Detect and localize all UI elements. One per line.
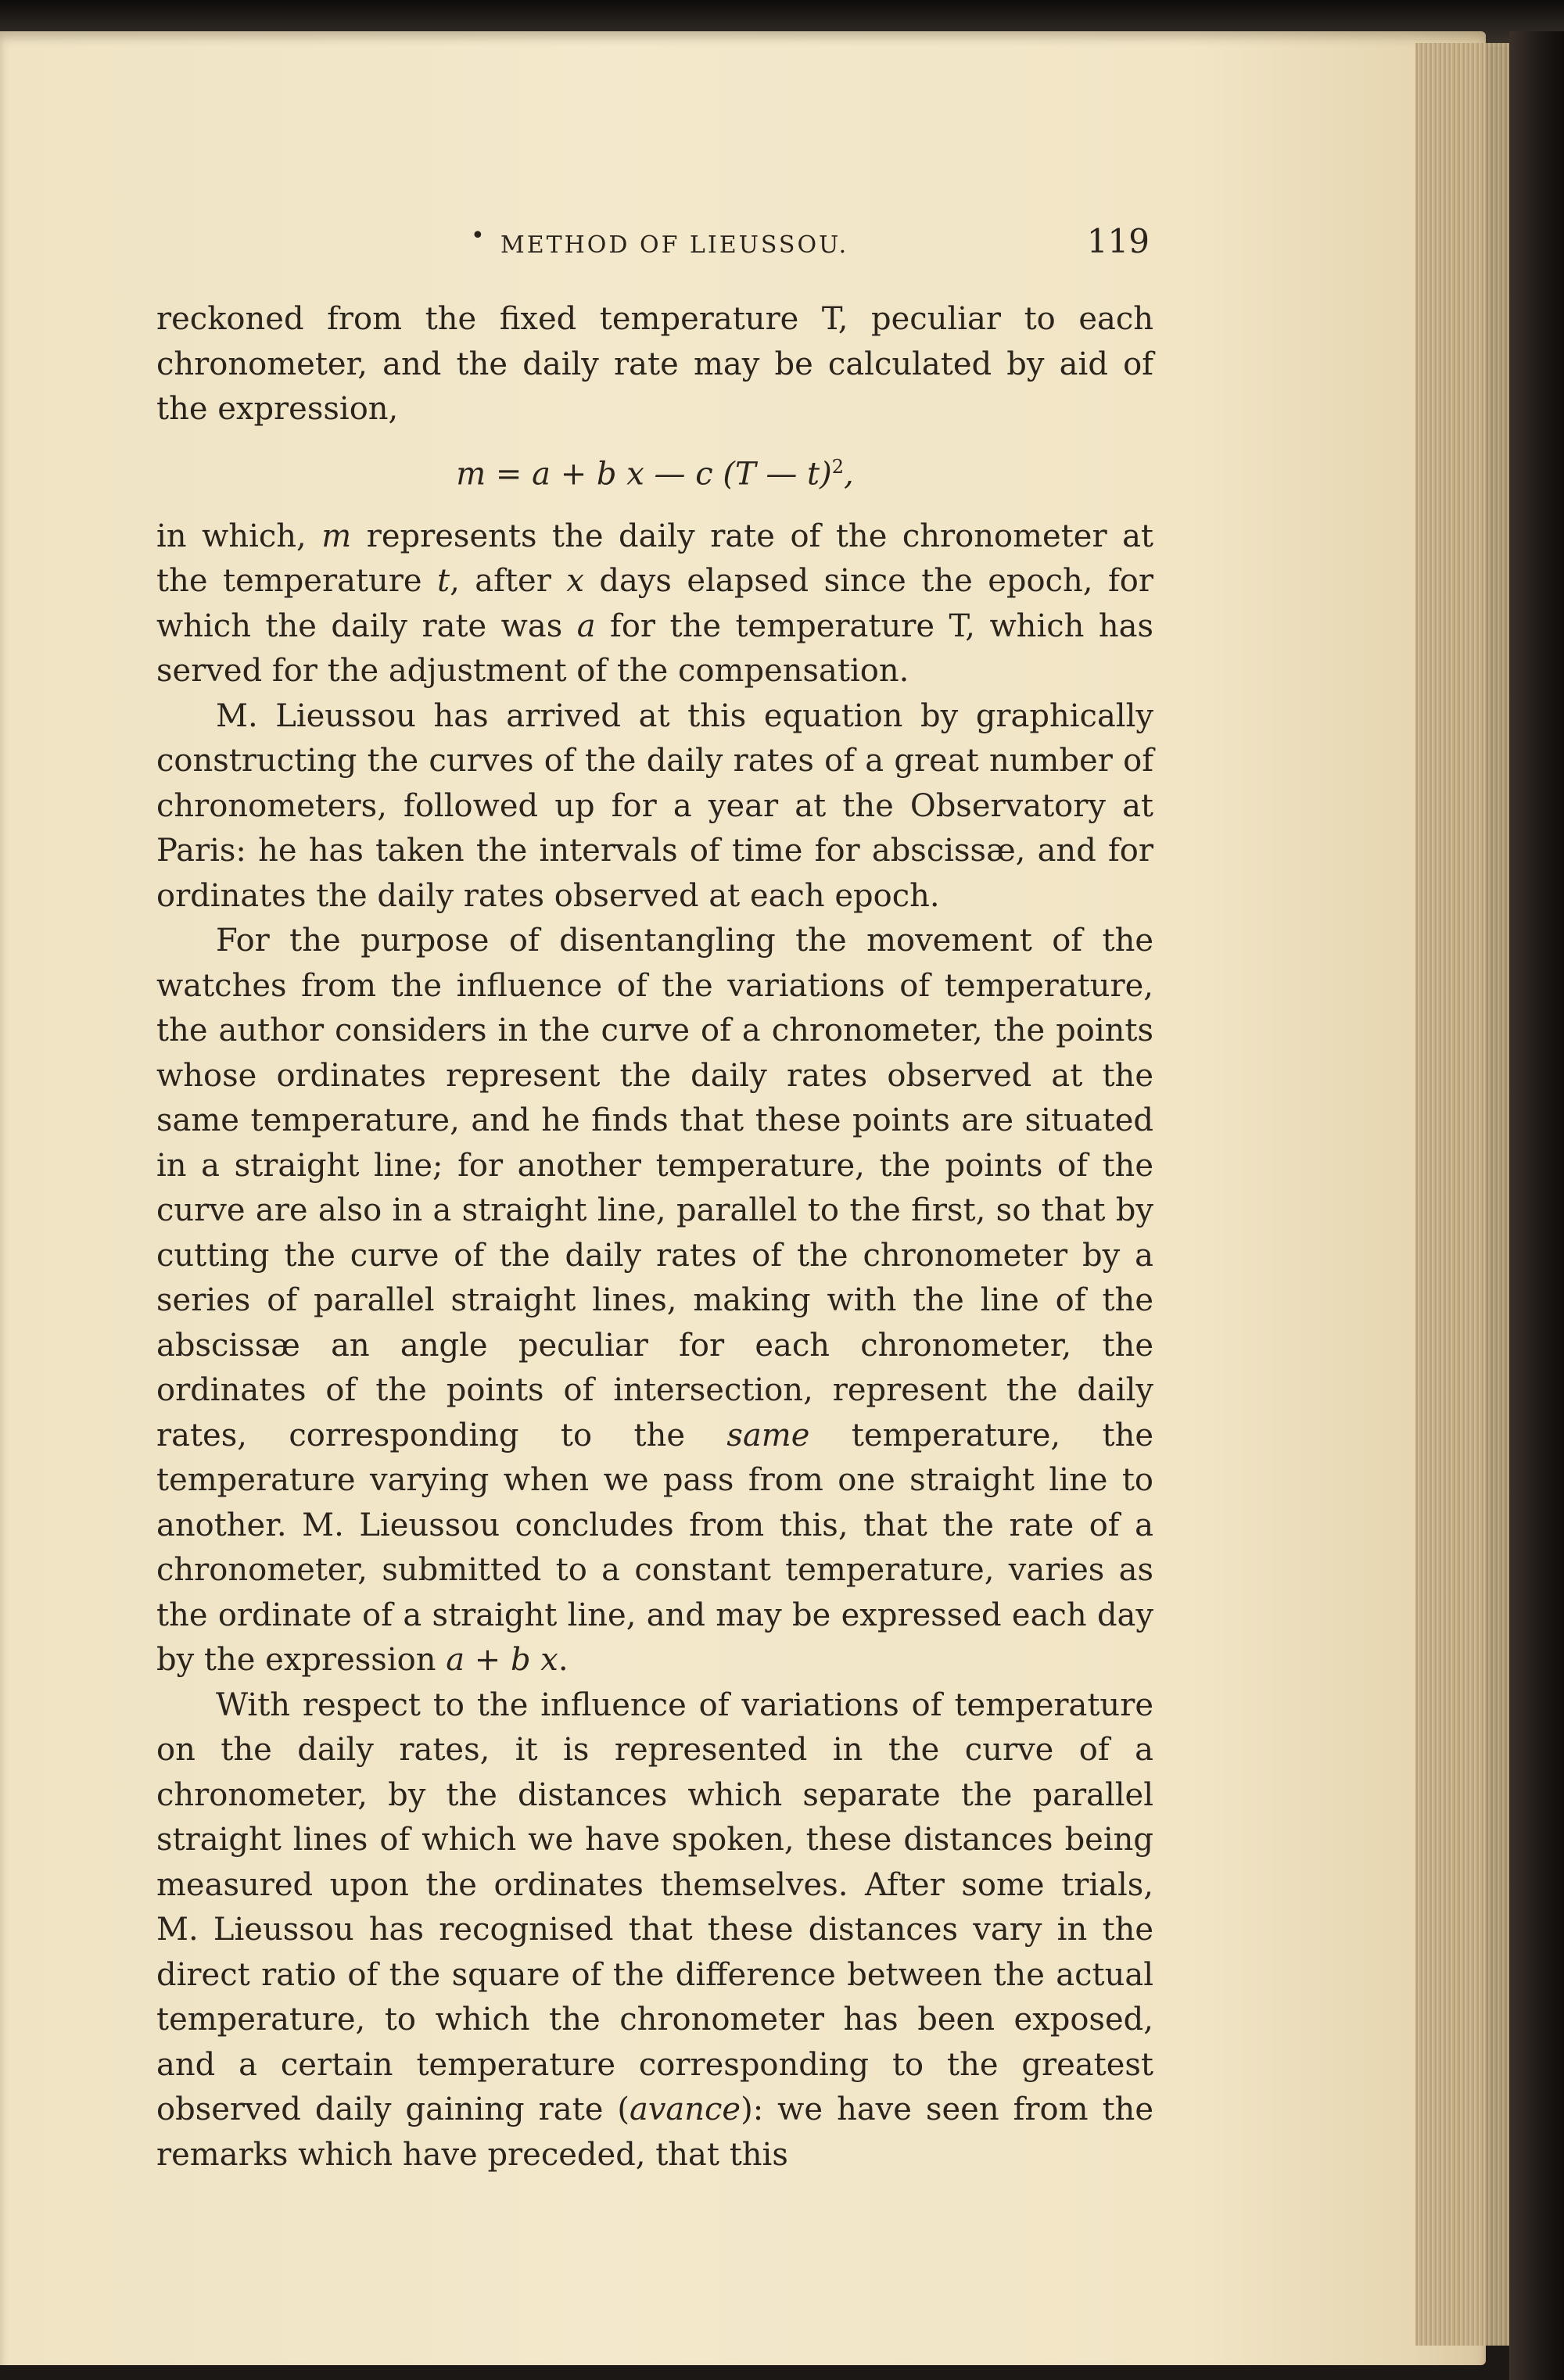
page-stack-edges [1415,43,1509,2346]
page-number: 119 [1086,222,1150,260]
book-cover-edge [1509,31,1564,2380]
formula [156,443,1153,497]
formula-main: m = a + b x — c (T — t) [456,455,832,492]
emphasis-same: same [726,1417,810,1453]
header-bullet: • [471,222,485,249]
var-t: t [437,563,450,600]
var-a: a [576,608,596,644]
formula-exponent: 2 [831,455,845,478]
paragraph-3: M. Lieussou has arrived at this equation by graphically constructing the curves of the daily rates of a great number of chronometers, followed up for a year at the Observatory at Paris: he has taken the intervals of time for abscissæ, and for ordinates the daily rates observed at each epoch. [156,697,1153,914]
emphasis-avance: avance [629,2091,741,2128]
paragraph-4: For the purpose of disentangling the movement of the watches from the influence of the variations of temperature, the author considers in the curve of a chronometer, the points whose ordinates represent the daily rates observed at the same temperature, and he finds that these points are situated in a straight line; for another temperature, the points of the curve are also in a straight line, parallel to the first, so that by cutting the curve of the daily rates of the chronometer by a series of parallel straight lines, making with the line of the abscissæ an angle peculiar for each chronometer, the ordinates of the points of intersection, represent the daily rates, corresponding to the same temperature, the temperature varying when we pass from one straight line to another. M. Lieussou concludes from this, that the rate of a chronometer, submitted to a constant temperature, varies as the ordinate of a straight line, and may be expressed each day by the expression a + b x. [156,923,1154,1679]
running-header [156,222,1157,269]
var-m: m [321,518,352,554]
paragraph-5: With respect to the influence of variations of temperature on the daily rates, it is represented in the curve of a chronometer, by the distances which separate the parallel straight lines of which we have spoken, these distances being measured upon the ordinates themselves. After some trials, M. Lieussou has recognised that these distances vary in the direct ratio of the square of the difference between the actual temperature, to which the chronometer has been exposed, and a certain temperature corresponding to the greatest observed daily gaining rate (avance): we have seen from the remarks which have preceded, that this [156,1686,1153,2173]
paragraph-2: in which, m represents the daily rate of the chronometer at the temperature t, after x days elapsed since the epoch, for which the daily rate was a for the temperature T, which has served for the adjustment of the compensation. [156,518,1154,690]
paragraph-1: reckoned from the fixed temperature T, peculiar to each chronometer, and the daily rate may be calculated by aid of the expression, [156,301,1153,427]
body-text [156,297,1153,2177]
var-x: x [566,563,584,600]
expression-a-plus-bx: a + b x [446,1642,558,1679]
running-title: METHOD OF LIEUSSOU. [500,231,849,259]
formula-end: , [844,455,854,492]
